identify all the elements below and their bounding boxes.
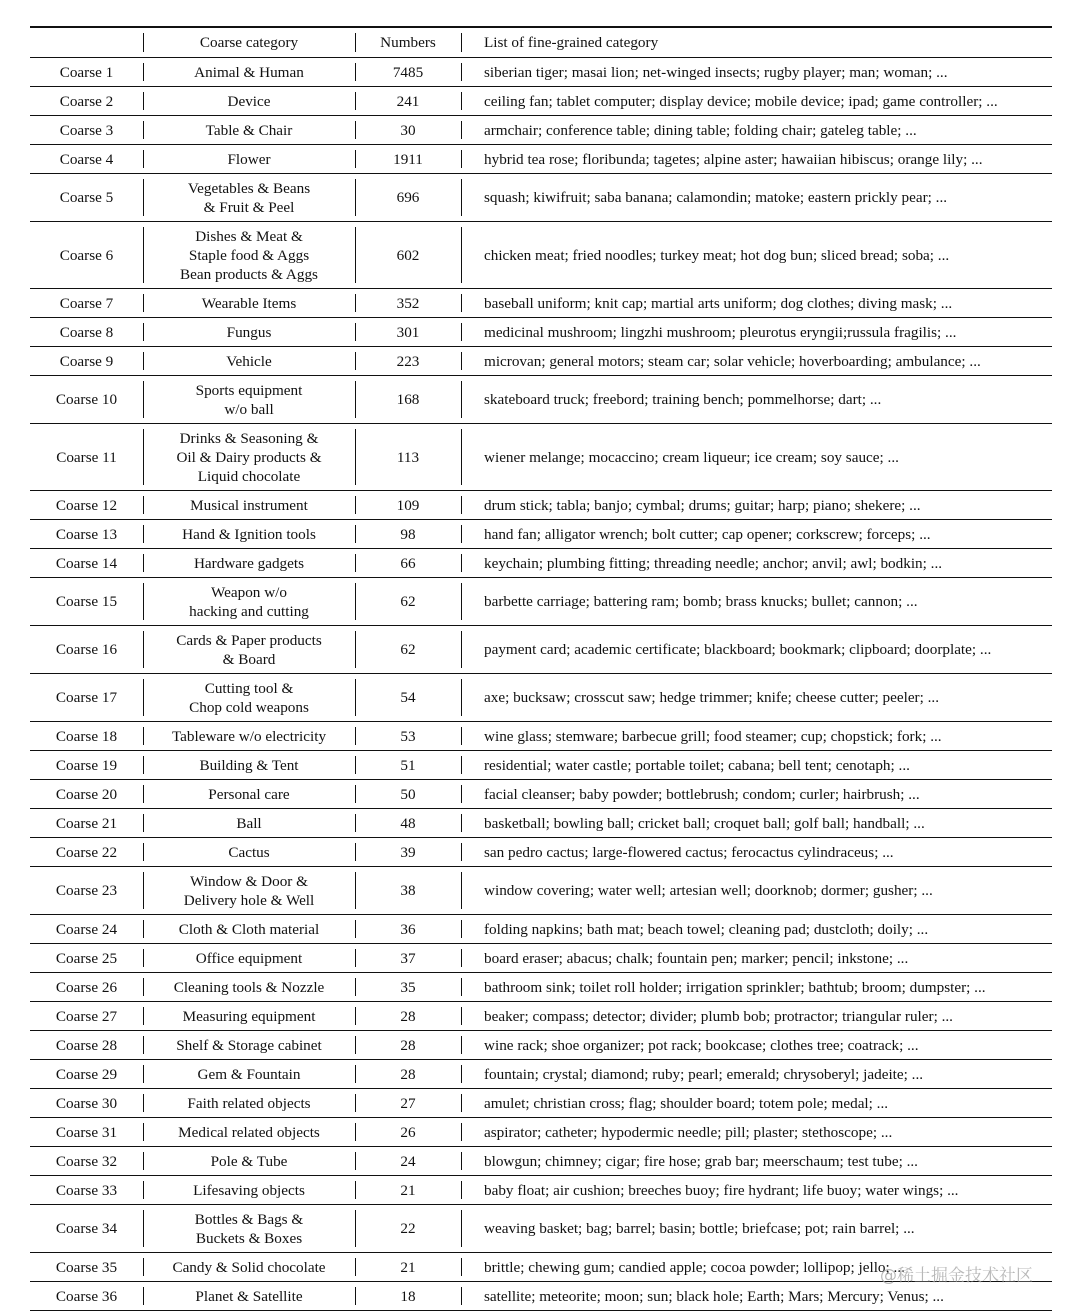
coarse-category-line: Oil & Dairy products & xyxy=(176,448,322,466)
table-row xyxy=(30,1147,1052,1176)
coarse-category-cell xyxy=(143,116,355,145)
table-row xyxy=(30,318,1052,347)
coarse-id-cell: Coarse 34 xyxy=(55,1220,118,1237)
numbers-cell: 37 xyxy=(355,944,461,973)
table-row xyxy=(30,174,1052,222)
coarse-category-line: Hand & Ignition tools xyxy=(182,525,316,543)
coarse-category-cell xyxy=(143,780,355,809)
table-row xyxy=(30,722,1052,751)
coarse-id-cell: Coarse 26 xyxy=(55,978,118,996)
table-header-row xyxy=(30,27,1052,58)
table-row xyxy=(30,578,1052,626)
coarse-id-cell: Coarse 2 xyxy=(59,92,114,110)
coarse-category-cell xyxy=(143,1147,355,1176)
numbers-cell: 39 xyxy=(355,838,461,867)
numbers-cell: 696 xyxy=(355,174,461,222)
numbers-cell: 38 xyxy=(355,867,461,915)
numbers-cell: 51 xyxy=(355,751,461,780)
coarse-category-line: Bottles & Bags & xyxy=(194,1210,304,1228)
coarse-category-cell xyxy=(143,145,355,174)
table-row xyxy=(30,87,1052,116)
coarse-id-cell: Coarse 16 xyxy=(55,641,118,658)
coarse-category-line: Planet & Satellite xyxy=(195,1287,303,1305)
coarse-category-line: Faith related objects xyxy=(187,1094,311,1112)
fine-grained-list-cell: baby float; air cushion; breeches buoy; fire hydrant; life buoy; water wings; ... xyxy=(461,1176,1052,1205)
table-row xyxy=(30,867,1052,915)
coarse-id-cell: Coarse 11 xyxy=(56,448,117,466)
coarse-category-line: Cleaning tools & Nozzle xyxy=(173,978,325,996)
numbers-cell: 50 xyxy=(355,780,461,809)
fine-grained-list-cell: fountain; crystal; diamond; ruby; pearl; emerald; chrysoberyl; jadeite; ... xyxy=(461,1060,1052,1089)
fine-grained-list-cell: drum stick; tabla; banjo; cymbal; drums; guitar; harp; piano; shekere; ... xyxy=(461,491,1052,520)
fine-grained-list-cell: skateboard truck; freebord; training bench; pommelhorse; dart; ... xyxy=(461,376,1052,424)
fine-grained-list-cell: wine glass; stemware; barbecue grill; food steamer; cup; chopstick; fork; ... xyxy=(461,722,1052,751)
coarse-id-cell: Coarse 32 xyxy=(55,1152,118,1170)
fine-grained-list-cell: microvan; general motors; steam car; solar vehicle; hoverboarding; ambulance; ... xyxy=(461,347,1052,376)
coarse-category-cell xyxy=(143,376,355,424)
coarse-category-cell xyxy=(143,1176,355,1205)
numbers-cell: 22 xyxy=(355,1205,461,1253)
coarse-id-cell: Coarse 19 xyxy=(55,756,118,774)
fine-grained-list-cell: aspirator; catheter; hypodermic needle; pill; plaster; stethoscope; ... xyxy=(461,1118,1052,1147)
coarse-category-cell xyxy=(143,1031,355,1060)
header-coarse-category: Coarse category xyxy=(143,27,355,58)
table-row xyxy=(30,1176,1052,1205)
numbers-cell: 27 xyxy=(355,1089,461,1118)
coarse-category-cell xyxy=(143,491,355,520)
numbers-cell: 66 xyxy=(355,549,461,578)
coarse-category-line: Pole & Tube xyxy=(210,1152,288,1170)
coarse-category-line: Lifesaving objects xyxy=(193,1181,305,1199)
coarse-category-line: Dishes & Meat & xyxy=(195,227,303,245)
coarse-id-cell: Coarse 1 xyxy=(59,63,114,81)
fine-grained-list-cell: san pedro cactus; large-flowered cactus; ferocactus cylindraceus; ... xyxy=(461,838,1052,867)
numbers-cell: 98 xyxy=(355,520,461,549)
table-row xyxy=(30,1118,1052,1147)
watermark: @稀土掘金技术社区 xyxy=(880,1266,1033,1286)
header-numbers: Numbers xyxy=(355,27,461,58)
numbers-cell: 21 xyxy=(355,1176,461,1205)
coarse-category-line: Cards & Paper products xyxy=(176,631,322,649)
table-row xyxy=(30,780,1052,809)
fine-grained-list-cell: barbette carriage; battering ram; bomb; brass knucks; bullet; cannon; ... xyxy=(461,578,1052,626)
table-row xyxy=(30,58,1052,87)
numbers-cell: 24 xyxy=(355,1147,461,1176)
coarse-category-cell xyxy=(143,1253,355,1282)
coarse-id-cell: Coarse 31 xyxy=(55,1123,118,1141)
coarse-id-cell: Coarse 24 xyxy=(55,920,118,938)
coarse-id-cell: Coarse 35 xyxy=(55,1258,118,1276)
table-body xyxy=(30,58,1052,1311)
table-row xyxy=(30,674,1052,722)
coarse-category-line: Wearable Items xyxy=(201,294,297,312)
fine-grained-list-cell: hybrid tea rose; floribunda; tagetes; alpine aster; hawaiian hibiscus; orange lily; ... xyxy=(461,145,1052,174)
fine-grained-list-cell: chicken meat; fried noodles; turkey meat; hot dog bun; sliced bread; soba; ... xyxy=(461,222,1052,289)
coarse-id-cell: Coarse 21 xyxy=(55,814,118,832)
coarse-id-cell: Coarse 25 xyxy=(55,949,118,967)
numbers-cell: 241 xyxy=(355,87,461,116)
table-row xyxy=(30,424,1052,491)
category-table xyxy=(30,26,1052,1311)
coarse-category-line: Tableware w/o electricity xyxy=(171,727,327,745)
coarse-id-cell: Coarse 27 xyxy=(55,1007,118,1025)
fine-grained-list-cell: window covering; water well; artesian well; doorknob; dormer; gusher; ... xyxy=(461,867,1052,915)
numbers-cell: 21 xyxy=(355,1253,461,1282)
fine-grained-list-cell: board eraser; abacus; chalk; fountain pen; marker; pencil; inkstone; ... xyxy=(461,944,1052,973)
numbers-cell: 7485 xyxy=(355,58,461,87)
coarse-id-cell: Coarse 8 xyxy=(59,323,114,341)
numbers-cell: 54 xyxy=(355,674,461,722)
coarse-category-cell xyxy=(143,289,355,318)
header-coarse-id xyxy=(30,27,143,58)
numbers-cell: 53 xyxy=(355,722,461,751)
coarse-category-cell xyxy=(143,520,355,549)
numbers-cell: 28 xyxy=(355,1031,461,1060)
fine-grained-list-cell: beaker; compass; detector; divider; plumb bob; protractor; triangular ruler; ... xyxy=(461,1002,1052,1031)
coarse-category-cell xyxy=(143,347,355,376)
coarse-category-line: Window & Door & xyxy=(190,872,308,890)
numbers-cell: 602 xyxy=(355,222,461,289)
numbers-cell: 113 xyxy=(355,424,461,491)
fine-grained-list-cell: satellite; meteorite; moon; sun; black hole; Earth; Mars; Mercury; Venus; ... xyxy=(461,1282,1052,1311)
numbers-cell: 48 xyxy=(355,809,461,838)
coarse-id-cell: Coarse 17 xyxy=(55,689,118,706)
coarse-category-line: Buckets & Boxes xyxy=(195,1229,303,1247)
coarse-category-line: Personal care xyxy=(208,785,290,803)
fine-grained-list-cell: residential; water castle; portable toilet; cabana; bell tent; cenotaph; ... xyxy=(461,751,1052,780)
coarse-category-cell xyxy=(143,58,355,87)
coarse-category-line: Vehicle xyxy=(226,352,272,370)
coarse-category-line: Hardware gadgets xyxy=(193,554,305,572)
table-row xyxy=(30,289,1052,318)
fine-grained-list-cell: basketball; bowling ball; cricket ball; croquet ball; golf ball; handball; ... xyxy=(461,809,1052,838)
fine-grained-list-cell: siberian tiger; masai lion; net-winged insects; rugby player; man; woman; ... xyxy=(461,58,1052,87)
coarse-category-line: Cutting tool & xyxy=(204,679,294,697)
coarse-category-line: Table & Chair xyxy=(205,121,293,139)
table-row xyxy=(30,145,1052,174)
fine-grained-list-cell: amulet; christian cross; flag; shoulder board; totem pole; medal; ... xyxy=(461,1089,1052,1118)
coarse-category-cell xyxy=(143,1060,355,1089)
header-fine-grained: List of fine-grained category xyxy=(461,27,1052,58)
coarse-id-cell: Coarse 30 xyxy=(55,1094,118,1112)
table-row xyxy=(30,347,1052,376)
coarse-category-line: Cactus xyxy=(228,843,270,861)
coarse-category-line: Staple food & Aggs xyxy=(188,246,310,264)
coarse-category-cell xyxy=(143,626,355,674)
table-row xyxy=(30,838,1052,867)
table-row xyxy=(30,491,1052,520)
table-row xyxy=(30,944,1052,973)
coarse-category-line: Ball xyxy=(236,814,262,832)
coarse-category-cell xyxy=(143,1282,355,1311)
table-row xyxy=(30,1031,1052,1060)
coarse-category-line: w/o ball xyxy=(224,400,274,418)
coarse-category-cell xyxy=(143,867,355,915)
coarse-category-cell xyxy=(143,174,355,222)
coarse-id-cell: Coarse 6 xyxy=(59,246,114,264)
coarse-category-cell xyxy=(143,1205,355,1253)
fine-grained-list-cell: squash; kiwifruit; saba banana; calamondin; matoke; eastern prickly pear; ... xyxy=(461,174,1052,222)
coarse-id-cell: Coarse 23 xyxy=(55,882,118,899)
table-row xyxy=(30,549,1052,578)
coarse-category-line: Weapon w/o xyxy=(211,583,287,601)
coarse-id-cell: Coarse 15 xyxy=(55,593,118,610)
coarse-category-cell xyxy=(143,1118,355,1147)
fine-grained-list-cell: blowgun; chimney; cigar; fire hose; grab bar; meerschaum; test tube; ... xyxy=(461,1147,1052,1176)
fine-grained-list-cell: armchair; conference table; dining table; folding chair; gateleg table; ... xyxy=(461,116,1052,145)
coarse-category-cell xyxy=(143,838,355,867)
coarse-category-line: Animal & Human xyxy=(194,63,304,81)
fine-grained-list-cell: folding napkins; bath mat; beach towel; cleaning pad; dustcloth; doily; ... xyxy=(461,915,1052,944)
coarse-id-cell: Coarse 33 xyxy=(55,1181,118,1199)
numbers-cell: 352 xyxy=(355,289,461,318)
coarse-category-line: Medical related objects xyxy=(178,1123,320,1141)
coarse-category-cell xyxy=(143,1089,355,1118)
coarse-category-line: Musical instrument xyxy=(190,496,308,514)
coarse-category-line: Building & Tent xyxy=(199,756,299,774)
fine-grained-list-cell: weaving basket; bag; barrel; basin; bottle; briefcase; pot; rain barrel; ... xyxy=(461,1205,1052,1253)
numbers-cell: 62 xyxy=(355,626,461,674)
coarse-id-cell: Coarse 28 xyxy=(55,1036,118,1054)
table-container xyxy=(30,26,1052,1311)
table-row xyxy=(30,520,1052,549)
table-row xyxy=(30,809,1052,838)
numbers-cell: 26 xyxy=(355,1118,461,1147)
coarse-id-cell: Coarse 20 xyxy=(55,785,118,803)
coarse-category-line: Drinks & Seasoning & xyxy=(179,429,319,447)
coarse-category-cell xyxy=(143,222,355,289)
coarse-category-line: & Fruit & Peel xyxy=(203,198,295,216)
fine-grained-list-cell: keychain; plumbing fitting; threading needle; anchor; anvil; awl; bodkin; ... xyxy=(461,549,1052,578)
coarse-category-line: Office equipment xyxy=(195,949,303,967)
coarse-category-line: Device xyxy=(227,92,271,110)
numbers-cell: 109 xyxy=(355,491,461,520)
table-row xyxy=(30,915,1052,944)
table-row xyxy=(30,222,1052,289)
coarse-category-line: Chop cold weapons xyxy=(189,698,309,716)
fine-grained-list-cell: axe; bucksaw; crosscut saw; hedge trimmer; knife; cheese cutter; peeler; ... xyxy=(461,674,1052,722)
coarse-id-cell: Coarse 5 xyxy=(59,189,114,206)
coarse-category-line: Vegetables & Beans xyxy=(187,179,311,197)
table-row xyxy=(30,751,1052,780)
numbers-cell: 168 xyxy=(355,376,461,424)
numbers-cell: 35 xyxy=(355,973,461,1002)
coarse-id-cell: Coarse 7 xyxy=(59,294,114,312)
fine-grained-list-cell: ceiling fan; tablet computer; display device; mobile device; ipad; game controller; ... xyxy=(461,87,1052,116)
coarse-id-cell: Coarse 14 xyxy=(55,554,118,572)
numbers-cell: 18 xyxy=(355,1282,461,1311)
fine-grained-list-cell: hand fan; alligator wrench; bolt cutter; cap opener; corkscrew; forceps; ... xyxy=(461,520,1052,549)
table-row xyxy=(30,376,1052,424)
fine-grained-list-cell: payment card; academic certificate; blackboard; bookmark; clipboard; doorplate; ... xyxy=(461,626,1052,674)
coarse-id-cell: Coarse 18 xyxy=(55,727,118,745)
table-row xyxy=(30,626,1052,674)
coarse-category-cell xyxy=(143,751,355,780)
table-row xyxy=(30,973,1052,1002)
coarse-category-line: Candy & Solid chocolate xyxy=(172,1258,326,1276)
numbers-cell: 62 xyxy=(355,578,461,626)
coarse-category-line: Fungus xyxy=(226,323,272,341)
coarse-id-cell: Coarse 22 xyxy=(55,843,118,861)
coarse-category-cell xyxy=(143,674,355,722)
numbers-cell: 301 xyxy=(355,318,461,347)
coarse-id-cell: Coarse 10 xyxy=(55,391,118,408)
table-row xyxy=(30,1060,1052,1089)
coarse-id-cell: Coarse 36 xyxy=(55,1287,118,1305)
coarse-category-line: Delivery hole & Well xyxy=(183,891,315,909)
coarse-category-line: Measuring equipment xyxy=(182,1007,316,1025)
numbers-cell: 28 xyxy=(355,1002,461,1031)
coarse-category-line: Shelf & Storage cabinet xyxy=(176,1036,322,1054)
coarse-category-line: Gem & Fountain xyxy=(197,1065,301,1083)
coarse-id-cell: Coarse 3 xyxy=(59,121,114,139)
numbers-cell: 36 xyxy=(355,915,461,944)
fine-grained-list-cell: bathroom sink; toilet roll holder; irrigation sprinkler; bathtub; broom; dumpster; ... xyxy=(461,973,1052,1002)
coarse-category-cell xyxy=(143,549,355,578)
coarse-category-cell xyxy=(143,1002,355,1031)
numbers-cell: 28 xyxy=(355,1060,461,1089)
numbers-cell: 1911 xyxy=(355,145,461,174)
fine-grained-list-cell: wiener melange; mocaccino; cream liqueur; ice cream; soy sauce; ... xyxy=(461,424,1052,491)
numbers-cell: 30 xyxy=(355,116,461,145)
coarse-category-cell xyxy=(143,578,355,626)
coarse-category-line: hacking and cutting xyxy=(189,602,309,620)
table-row xyxy=(30,1002,1052,1031)
table-row xyxy=(30,1205,1052,1253)
coarse-category-cell xyxy=(143,944,355,973)
coarse-category-line: Sports equipment xyxy=(195,381,303,399)
fine-grained-list-cell: medicinal mushroom; lingzhi mushroom; pleurotus eryngii;russula fragilis; ... xyxy=(461,318,1052,347)
table-row xyxy=(30,116,1052,145)
coarse-id-cell: Coarse 13 xyxy=(55,525,118,543)
coarse-id-cell: Coarse 12 xyxy=(55,496,118,514)
coarse-category-cell xyxy=(143,809,355,838)
fine-grained-list-cell: brittle; chewing gum; candied apple; cocoa powder; lollipop; jello; ... xyxy=(461,1253,1052,1282)
coarse-id-cell: Coarse 4 xyxy=(59,150,114,168)
coarse-category-line: Bean products & Aggs xyxy=(180,265,318,283)
coarse-category-cell xyxy=(143,424,355,491)
numbers-cell: 223 xyxy=(355,347,461,376)
coarse-category-cell xyxy=(143,915,355,944)
coarse-id-cell: Coarse 29 xyxy=(55,1065,118,1083)
coarse-category-cell xyxy=(143,973,355,1002)
fine-grained-list-cell: baseball uniform; knit cap; martial arts uniform; dog clothes; diving mask; ... xyxy=(461,289,1052,318)
coarse-id-cell: Coarse 9 xyxy=(59,352,114,370)
fine-grained-list-cell: facial cleanser; baby powder; bottlebrush; condom; curler; hairbrush; ... xyxy=(461,780,1052,809)
coarse-category-line: Cloth & Cloth material xyxy=(178,920,320,938)
coarse-category-cell xyxy=(143,722,355,751)
coarse-category-line: & Board xyxy=(222,650,276,668)
coarse-category-line: Liquid chocolate xyxy=(197,467,301,485)
coarse-category-cell xyxy=(143,87,355,116)
fine-grained-list-cell: wine rack; shoe organizer; pot rack; bookcase; clothes tree; coatrack; ... xyxy=(461,1031,1052,1060)
coarse-category-line: Flower xyxy=(227,150,271,168)
coarse-category-cell xyxy=(143,318,355,347)
table-row xyxy=(30,1089,1052,1118)
